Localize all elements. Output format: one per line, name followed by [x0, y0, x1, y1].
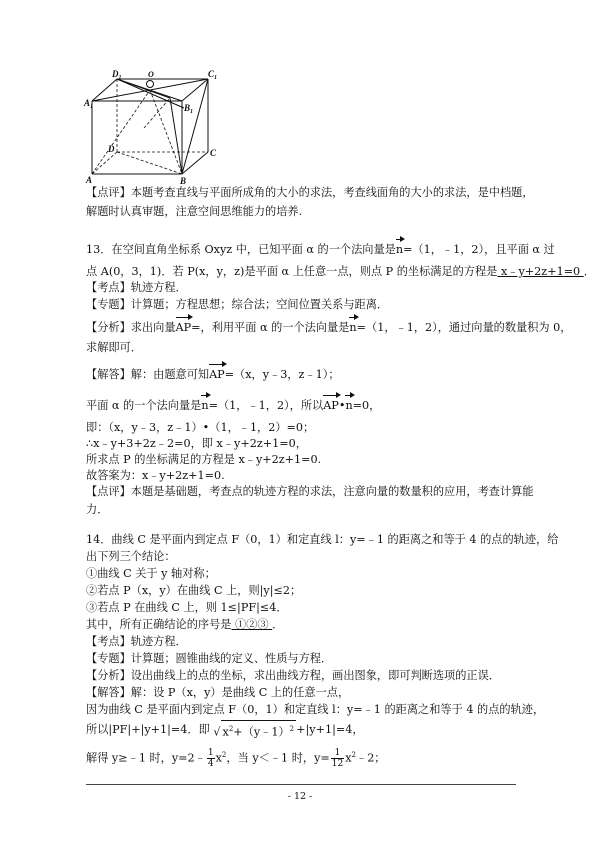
- q14-conclusion-2: ②若点 P（x，y）在曲线 C 上，则|y|≤2；: [86, 584, 302, 597]
- q13-comment-line2: 力．: [86, 503, 109, 516]
- label-B: B: [180, 176, 187, 186]
- q14-conclusion-1: ①曲线 C 关于 y 轴对称；: [86, 567, 216, 580]
- q13-jieda-line6: 故答案为：x﹣y+2z+1=0.: [86, 469, 225, 482]
- q14-stem-line1: 14．曲线 C 是平面内到定点 F（0，1）和定直线 l：y=﹣1 的距离之和等于 4 的点的轨迹，给: [86, 533, 559, 546]
- page-number: - 12 -: [287, 791, 313, 802]
- q13-fenxi-line2: 求解即可．: [86, 341, 142, 354]
- label-A1: A: [84, 98, 91, 108]
- footer-rule: [86, 784, 516, 785]
- q13-jieda-line3: 即：（x，y﹣3，z﹣1）•（1，﹣1，2）=0；: [86, 421, 315, 434]
- label-A: A: [86, 175, 93, 185]
- label-C1: C: [208, 69, 215, 79]
- svg-text:A1: $A_1$: [84, 98, 94, 110]
- q14-jieda-line1: 【解答】解：设 P（x，y）是曲线 C 上的任意一点，: [86, 686, 350, 699]
- cube-figure: [84, 68, 218, 186]
- q13-stem-line2: 点 A(0，3，1)．若 P(x，y，z)是平面 α 上任意一点，则点 P 的坐标满足的方程是 x﹣y+2z+1=0 ．: [86, 265, 595, 278]
- vector-n: n: [395, 243, 404, 256]
- q12-comment-line2: 解题时认真审题，注意空间思维能力的培养.: [86, 205, 303, 218]
- label-O: O: [148, 70, 154, 79]
- q14-kaodian: 【考点】轨迹方程．: [86, 635, 187, 648]
- q14-conclusion-3: ③若点 P 在曲线 C 上，则 1≤|PF|≤4．: [86, 601, 288, 614]
- label-D: D: [108, 144, 115, 154]
- q13-comment-line1: 【点评】本题是基础题，考查点的轨迹方程的求法，注意向量的数量积的应用，考查计算能: [86, 485, 534, 498]
- q13-fenxi-line1: 【分析】求出向量AP=，利用平面 α 的一个法向量是n=（1，﹣1，2），通过向量的数量积为 0，: [86, 321, 572, 334]
- q13-kaodian: 【考点】轨迹方程．: [86, 281, 187, 294]
- q13-answer-blank: x﹣y+2z+1=0: [497, 265, 584, 278]
- svg-text:B1: $B_1$: [184, 103, 194, 115]
- q14-fenxi: 【分析】设出曲线上的点的坐标，求出曲线方程，画出图象，即可判断选项的正误．: [86, 669, 500, 682]
- fraction-1-4: $\frac{1}{4}$: [207, 748, 214, 770]
- q14-ask: 其中，所有正确结论的序号是 ①②③ ．: [86, 618, 284, 631]
- q13-jieda-line1: 【解答】解：由题意可知AP=（x，y﹣3，z﹣1）；: [86, 368, 340, 381]
- q14-jieda-line2: 因为曲线 C 是平面内到定点 F（0，1）和定直线 l：y=﹣1 的距离之和等于 4 的点的轨迹，: [86, 703, 545, 716]
- svg-text:D1: $D_1$: [112, 69, 122, 81]
- q14-answer-blank: ①②③: [231, 618, 273, 631]
- fraction-1-12: $\frac{1}{12}$: [331, 748, 344, 770]
- q13-jieda-line4: ∴x﹣y+3+2z﹣2=0，即 x﹣y+2z+1=0，: [86, 437, 307, 450]
- q13-stem-line1: 13．在空间直角坐标系 Oxyz 中，已知平面 α 的一个法向量是n=（1，﹣1，2），且平面 α 过: [86, 243, 555, 256]
- q14-jieda-line3: 所以|PF|+|y+1|=4．即 √ $x^2+(y﹣1)^2 +|y+1|=4$，: [86, 720, 526, 740]
- q12-comment-line1: 【点评】本题考查直线与平面所成角的大小的求法，考查线面角的大小的求法，是中档题，: [86, 186, 534, 199]
- label-B1: B: [184, 103, 191, 113]
- q14-zhuanti: 【专题】计算题；圆锥曲线的定义、性质与方程．: [86, 652, 333, 665]
- q13-jieda-line2: 平面 α 的一个法向量是n=（1，﹣1，2），所以AP•n=0，: [86, 399, 381, 412]
- label-C: C: [210, 148, 217, 158]
- q13-jieda-line5: 所求点 P 的坐标满足的方程是 x﹣y+2z+1=0.: [86, 453, 322, 466]
- q14-jieda-line4: 解得 y≥﹣1 时，y=2﹣ $\frac{1}{4}$ $x^2$，当 y＜﹣1 时，y= $\frac{1}{12}$ $x^2﹣2$；: [86, 748, 386, 770]
- svg-text:C1: $C_1$: [208, 69, 218, 81]
- sqrt-expression: √ $x^2+(y﹣1)^2$: [213, 720, 296, 740]
- q14-stem-line2: 出下列三个结论：: [86, 550, 176, 563]
- label-D1: D: [112, 69, 119, 79]
- q13-zhuanti: 【专题】计算题；方程思想；综合法；空间位置关系与距离．: [86, 298, 389, 311]
